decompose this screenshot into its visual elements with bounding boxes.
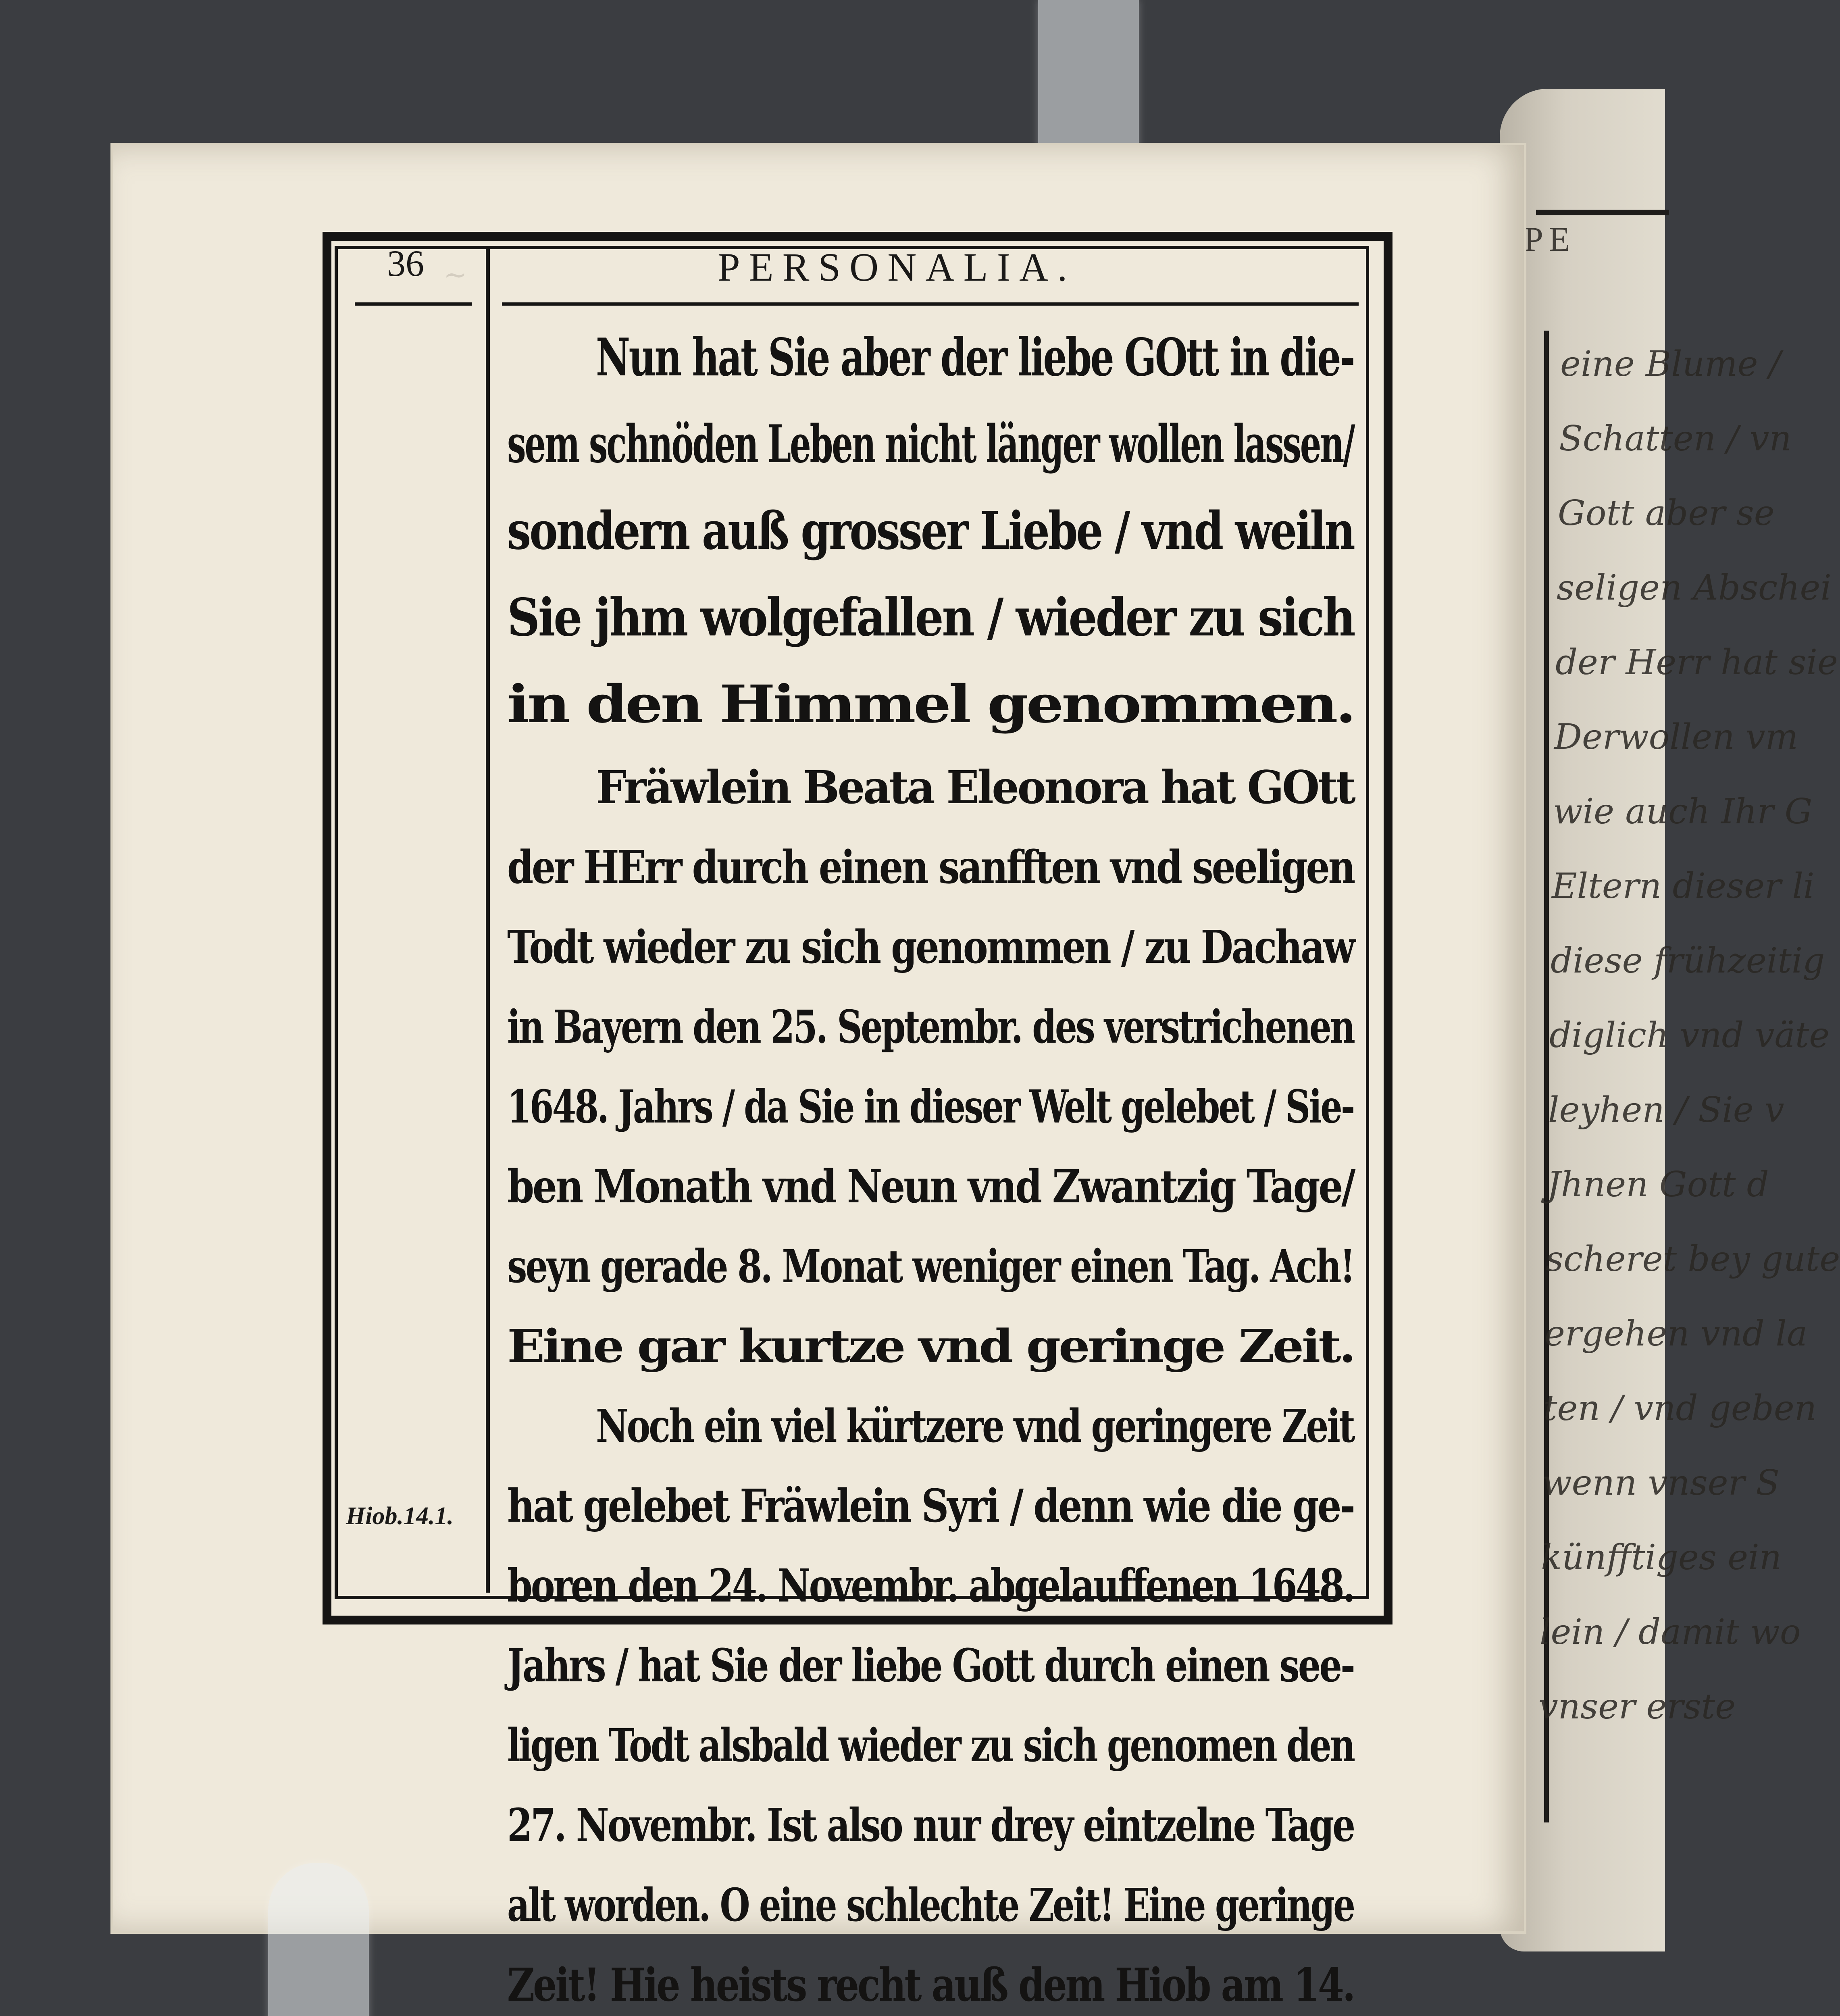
- page-number: 36: [387, 243, 424, 284]
- facing-page-line: Gott aber se: [1558, 493, 1775, 533]
- running-title: PERSONALIA.: [718, 245, 1076, 289]
- facing-page-line: ergehen vnd la: [1544, 1314, 1808, 1354]
- facing-page-top-rule: [1536, 210, 1669, 215]
- facing-page-line: diglich vnd väte: [1549, 1015, 1830, 1056]
- margin-header-rule: [355, 302, 472, 306]
- text-line: Noch ein viel kürtzere vnd geringere Zeit: [595, 1400, 1354, 1453]
- text-line: Sie jhm wolgefallen / wieder zu sich: [507, 587, 1354, 648]
- text-line: Nun hat Sie aber der liebe GOtt in die-: [596, 327, 1354, 388]
- show-through-mark: ~: [443, 258, 467, 291]
- facing-page-line: eine Blume /: [1560, 344, 1781, 384]
- facing-page-line: scheret bey gute: [1546, 1239, 1840, 1279]
- text-line: der HErr durch einen sanfften vnd seeligen: [507, 841, 1354, 894]
- text-line: in Bayern den 25. Septembr. des verstrichenen: [507, 1001, 1354, 1054]
- text-line: in den Himmel genommen.: [507, 674, 1354, 735]
- text-line: 27. Novembr. Ist also nur drey eintzelne Tage: [507, 1799, 1354, 1852]
- text-line: sondern auß grosser Liebe / vnd weiln: [507, 501, 1354, 561]
- facing-page-header: PE: [1524, 220, 1576, 258]
- facing-page-line: Jhnen Gott d: [1547, 1164, 1769, 1205]
- text-line: boren den 24. Novembr. abgelauffenen 1648.: [507, 1560, 1354, 1612]
- text-line: Fräwlein Beata Eleonora hat GOtt: [595, 761, 1354, 814]
- margin-divider-rule: [486, 246, 490, 1593]
- facing-page-line: ten / vnd geben: [1543, 1388, 1817, 1429]
- text-line: sem schnöden Leben nicht länger wollen lassen/: [507, 414, 1354, 475]
- bottom-page-clip: [268, 1863, 369, 2016]
- facing-page-line: Eltern dieser li: [1552, 866, 1815, 906]
- facing-page-line: Schatten / vn: [1559, 419, 1792, 459]
- text-line: 1648. Jahrs / da Sie in dieser Welt gelebet / Sie-: [507, 1081, 1354, 1133]
- facing-page-line: wenn vnser S: [1542, 1463, 1780, 1503]
- text-line: alt worden. O eine schlechte Zeit! Eine geringe: [507, 1879, 1354, 1932]
- marginal-note: Hiob.14.1.: [346, 1502, 454, 1530]
- facing-page-line: diese frühzeitig: [1551, 941, 1825, 981]
- text-line: hat gelebet Fräwlein Syri / denn wie die ge-: [507, 1480, 1354, 1533]
- header-rule: [502, 302, 1359, 306]
- facing-page-line: leyhen / Sie v: [1548, 1090, 1784, 1130]
- facing-page-line: künfftiges ein: [1541, 1537, 1782, 1578]
- facing-page-line: wie auch Ihr G: [1553, 791, 1813, 832]
- text-line: Eine gar kurtze vnd geringe Zeit.: [507, 1320, 1354, 1373]
- facing-page-line: Derwollen vm: [1554, 717, 1798, 757]
- text-line: ben Monath vnd Neun vnd Zwantzig Tage/: [507, 1160, 1354, 1213]
- text-line: Jahrs / hat Sie der liebe Gott durch einen see-: [507, 1639, 1354, 1692]
- text-line: Todt wieder zu sich genommen / zu Dachaw: [507, 921, 1354, 974]
- facing-page-line: lein / damit wo: [1540, 1612, 1801, 1652]
- facing-page: [1500, 89, 1840, 1951]
- text-line: ligen Todt alsbald wieder zu sich genomen den: [507, 1719, 1354, 1772]
- facing-page-line: vnser erste: [1538, 1687, 1736, 1727]
- text-line: Zeit! Hie heists recht auß dem Hiob am 14.: [507, 1959, 1354, 2012]
- text-line: seyn gerade 8. Monat weniger einen Tag. Ach!: [507, 1240, 1354, 1293]
- facing-page-line: der Herr hat sie: [1555, 642, 1838, 683]
- facing-page-frame-rule: [1544, 331, 1549, 1822]
- body-text: [507, 314, 1354, 2016]
- facing-page-line: seligen Abschei: [1557, 568, 1832, 608]
